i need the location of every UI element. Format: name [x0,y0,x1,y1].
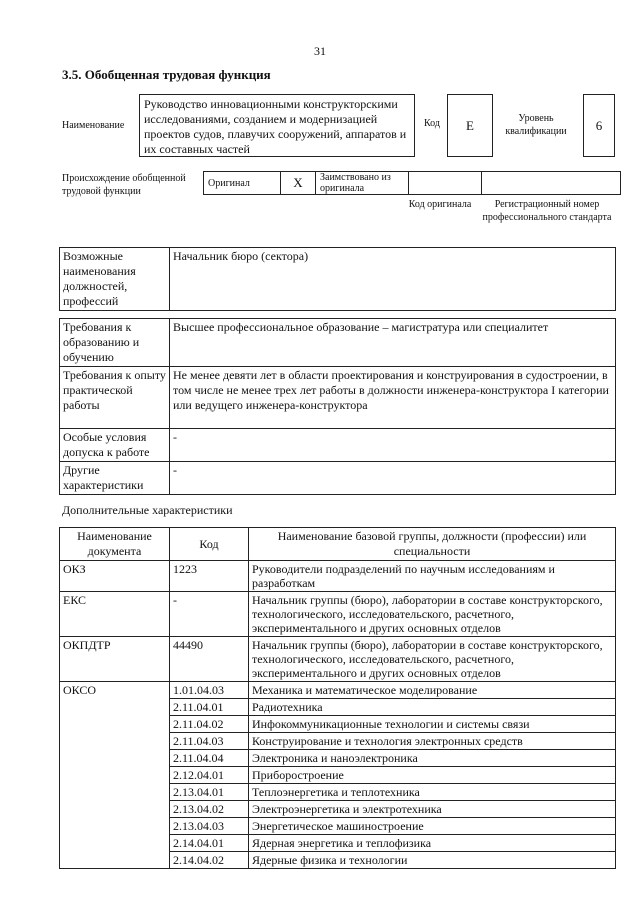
reg-number-caption: Регистрационный номер профессионального стандарта [482,199,612,223]
name-cell: Теплоэнергетика и теплотехника [249,784,616,801]
name-cell: Ядерные физика и технологии [249,852,616,869]
reg-number-cell [482,172,621,195]
table-row [60,561,616,592]
positions-table [59,247,616,311]
requirement-label: Требования к образованию и обучению [60,319,170,367]
table-row [60,682,616,699]
name-cell: Радиотехника [249,699,616,716]
function-name-box: Руководство инновационными конструкторскими исследованиями, созданием и модернизацией проектов судов, плавучих сооружений, аппаратов и их составных частей [139,94,415,157]
table-row [60,367,616,429]
code-cell: 2.13.04.03 [170,818,249,835]
code-cell: 2.11.04.02 [170,716,249,733]
code-cell: 2.11.04.04 [170,750,249,767]
code-cell: 2.13.04.02 [170,801,249,818]
doc-cell: ОКЗ [60,561,170,592]
table-row [60,429,616,462]
requirement-label: Особые условия допуска к работе [60,429,170,462]
table-row [60,637,616,682]
code-cell: 2.13.04.01 [170,784,249,801]
original-label: Оригинал [204,172,281,195]
code-cell: 2.14.04.01 [170,835,249,852]
positions-label: Возможные наименования должностей, профессий [60,248,170,311]
requirements-table [59,318,616,495]
requirement-value: - [170,429,616,462]
requirement-value: Высшее профессиональное образование – магистратура или специалитет [170,319,616,367]
code-cell: 2.11.04.03 [170,733,249,750]
name-cell: Энергетическое машиностроение [249,818,616,835]
table-row [60,592,616,637]
header-code: Код [170,528,249,561]
code-cell: - [170,592,249,637]
name-cell: Инфокоммуникационные технологии и системы связи [249,716,616,733]
name-label: Наименование [62,120,125,131]
borrowed-label: Заимствовано из оригинала [316,172,409,195]
code-cell: 2.14.04.02 [170,852,249,869]
level-label: Уровень квалификации [505,113,567,137]
requirement-label: Требования к опыту практической работы [60,367,170,429]
requirement-value: - [170,462,616,495]
positions-value: Начальник бюро (сектора) [170,248,616,311]
additional-title: Дополнительные характеристики [62,503,233,517]
code-cell: 2.12.04.01 [170,767,249,784]
code-value: E [447,94,493,157]
table-row [60,462,616,495]
header-document: Наименование документа [60,528,170,561]
page-number: 31 [314,44,326,58]
name-cell: Электроника и наноэлектроника [249,750,616,767]
doc-cell: ЕКС [60,592,170,637]
code-cell: 2.11.04.01 [170,699,249,716]
original-code-cell [409,172,482,195]
name-cell: Электроэнергетика и электротехника [249,801,616,818]
name-cell: Механика и математическое моделирование [249,682,616,699]
header-name: Наименование базовой группы, должности (профессии) или специальности [249,528,616,561]
requirement-value: Не менее девяти лет в области проектирования и конструирования в судостроении, в том числе не менее трех лет работы в должности инженера-конструктора I категории или ведущего инженера-конструктора [170,367,616,429]
original-mark: X [281,172,316,195]
code-cell: 1.01.04.03 [170,682,249,699]
level-value: 6 [583,94,615,157]
name-cell: Конструирование и технология электронных средств [249,733,616,750]
doc-cell: ОКПДТР [60,637,170,682]
okso-label: ОКСО [60,682,170,869]
origin-table [203,171,621,195]
name-cell: Приборостроение [249,767,616,784]
section-title: 3.5. Обобщенная трудовая функция [62,67,271,82]
code-label: Код [424,118,440,129]
name-cell: Начальник группы (бюро), лаборатории в составе конструкторского, технологического, исследовательского, расчетного, экспериментального и других основных отделов [249,592,616,637]
table-row [60,319,616,367]
name-cell: Ядерная энергетика и теплофизика [249,835,616,852]
requirement-label: Другие характеристики [60,462,170,495]
original-code-caption: Код оригинала [408,199,472,210]
origin-label: Происхождение обобщенной трудовой функции [62,173,186,197]
name-cell: Начальник группы (бюро), лаборатории в составе конструкторского, технологического, исследовательского, расчетного, экспериментального и других основных отделов [249,637,616,682]
additional-table [59,527,616,869]
name-cell: Руководители подразделений по научным исследованиям и разработкам [249,561,616,592]
code-cell: 44490 [170,637,249,682]
code-cell: 1223 [170,561,249,592]
